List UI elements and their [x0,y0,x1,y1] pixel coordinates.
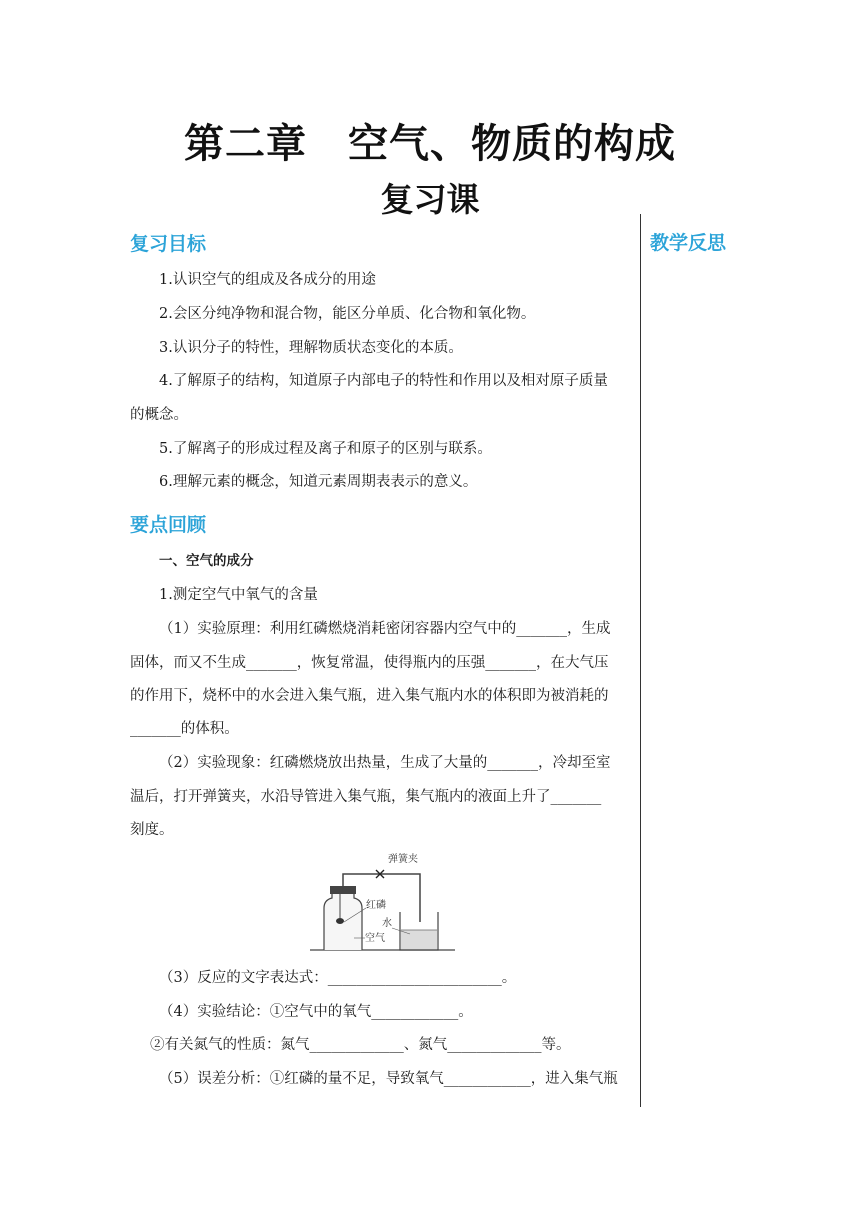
experiment-apparatus-figure [310,850,460,955]
goal-item: 3.认识分子的特性，理解物质状态变化的本质。 [159,340,463,356]
goal-item: 2.会区分纯净物和混合物，能区分单质、化合物和氧化物。 [159,306,536,322]
label-clamp: 弹簧夹 [388,854,418,865]
review-goals-heading: 复习目标 [130,233,207,255]
subsection-heading: 一、空气的成分 [159,553,254,569]
body-line: 固体，而又不生成_______，恢复常温，使得瓶内的压强_______，在大气压 [130,655,609,671]
body-line: （2）实验现象：红磷燃烧放出热量，生成了大量的_______，冷却至室 [159,755,611,771]
label-water: 水 [382,918,392,929]
goal-item: 6.理解元素的概念，知道元素周期表表示的意义。 [159,474,478,490]
body-line: 的作用下，烧杯中的水会进入集气瓶，进入集气瓶内水的体积即为被消耗的 [130,688,609,704]
body-line: （1）实验原理：利用红磷燃烧消耗密闭容器内空气中的_______，生成 [159,621,611,637]
label-phosphorus: 红磷 [366,900,386,911]
body-line: （5）误差分析：①红磷的量不足，导致氧气____________，进入集气瓶 [159,1071,618,1087]
key-points-heading: 要点回顾 [130,514,207,536]
label-air: 空气 [365,933,385,944]
goal-item: 4.了解原子的结构，知道原子内部电子的特性和作用以及相对原子质量 [159,373,608,389]
page-title: 第二章 空气、物质的构成 [184,120,676,167]
body-line: ②有关氮气的性质：氮气_____________、氮气_____________等。 [150,1037,571,1053]
body-line: 刻度。 [130,822,174,838]
goal-item: 1.认识空气的组成及各成分的用途 [159,272,376,288]
body-line: _______的体积。 [130,721,239,737]
goal-item: 的概念。 [130,407,188,423]
reflection-heading: 教学反思 [650,232,727,254]
body-line: （4）实验结论：①空气中的氧气____________。 [159,1004,473,1020]
page-subtitle: 复习课 [380,180,480,219]
topic-line: 1.测定空气中氧气的含量 [159,587,318,603]
goal-item: 5.了解离子的形成过程及离子和原子的区别与联系。 [159,441,492,457]
body-line: （3）反应的文字表达式：________________________。 [159,970,517,986]
body-line: 温后，打开弹簧夹，水沿导管进入集气瓶，集气瓶内的液面上升了_______ [130,789,602,805]
